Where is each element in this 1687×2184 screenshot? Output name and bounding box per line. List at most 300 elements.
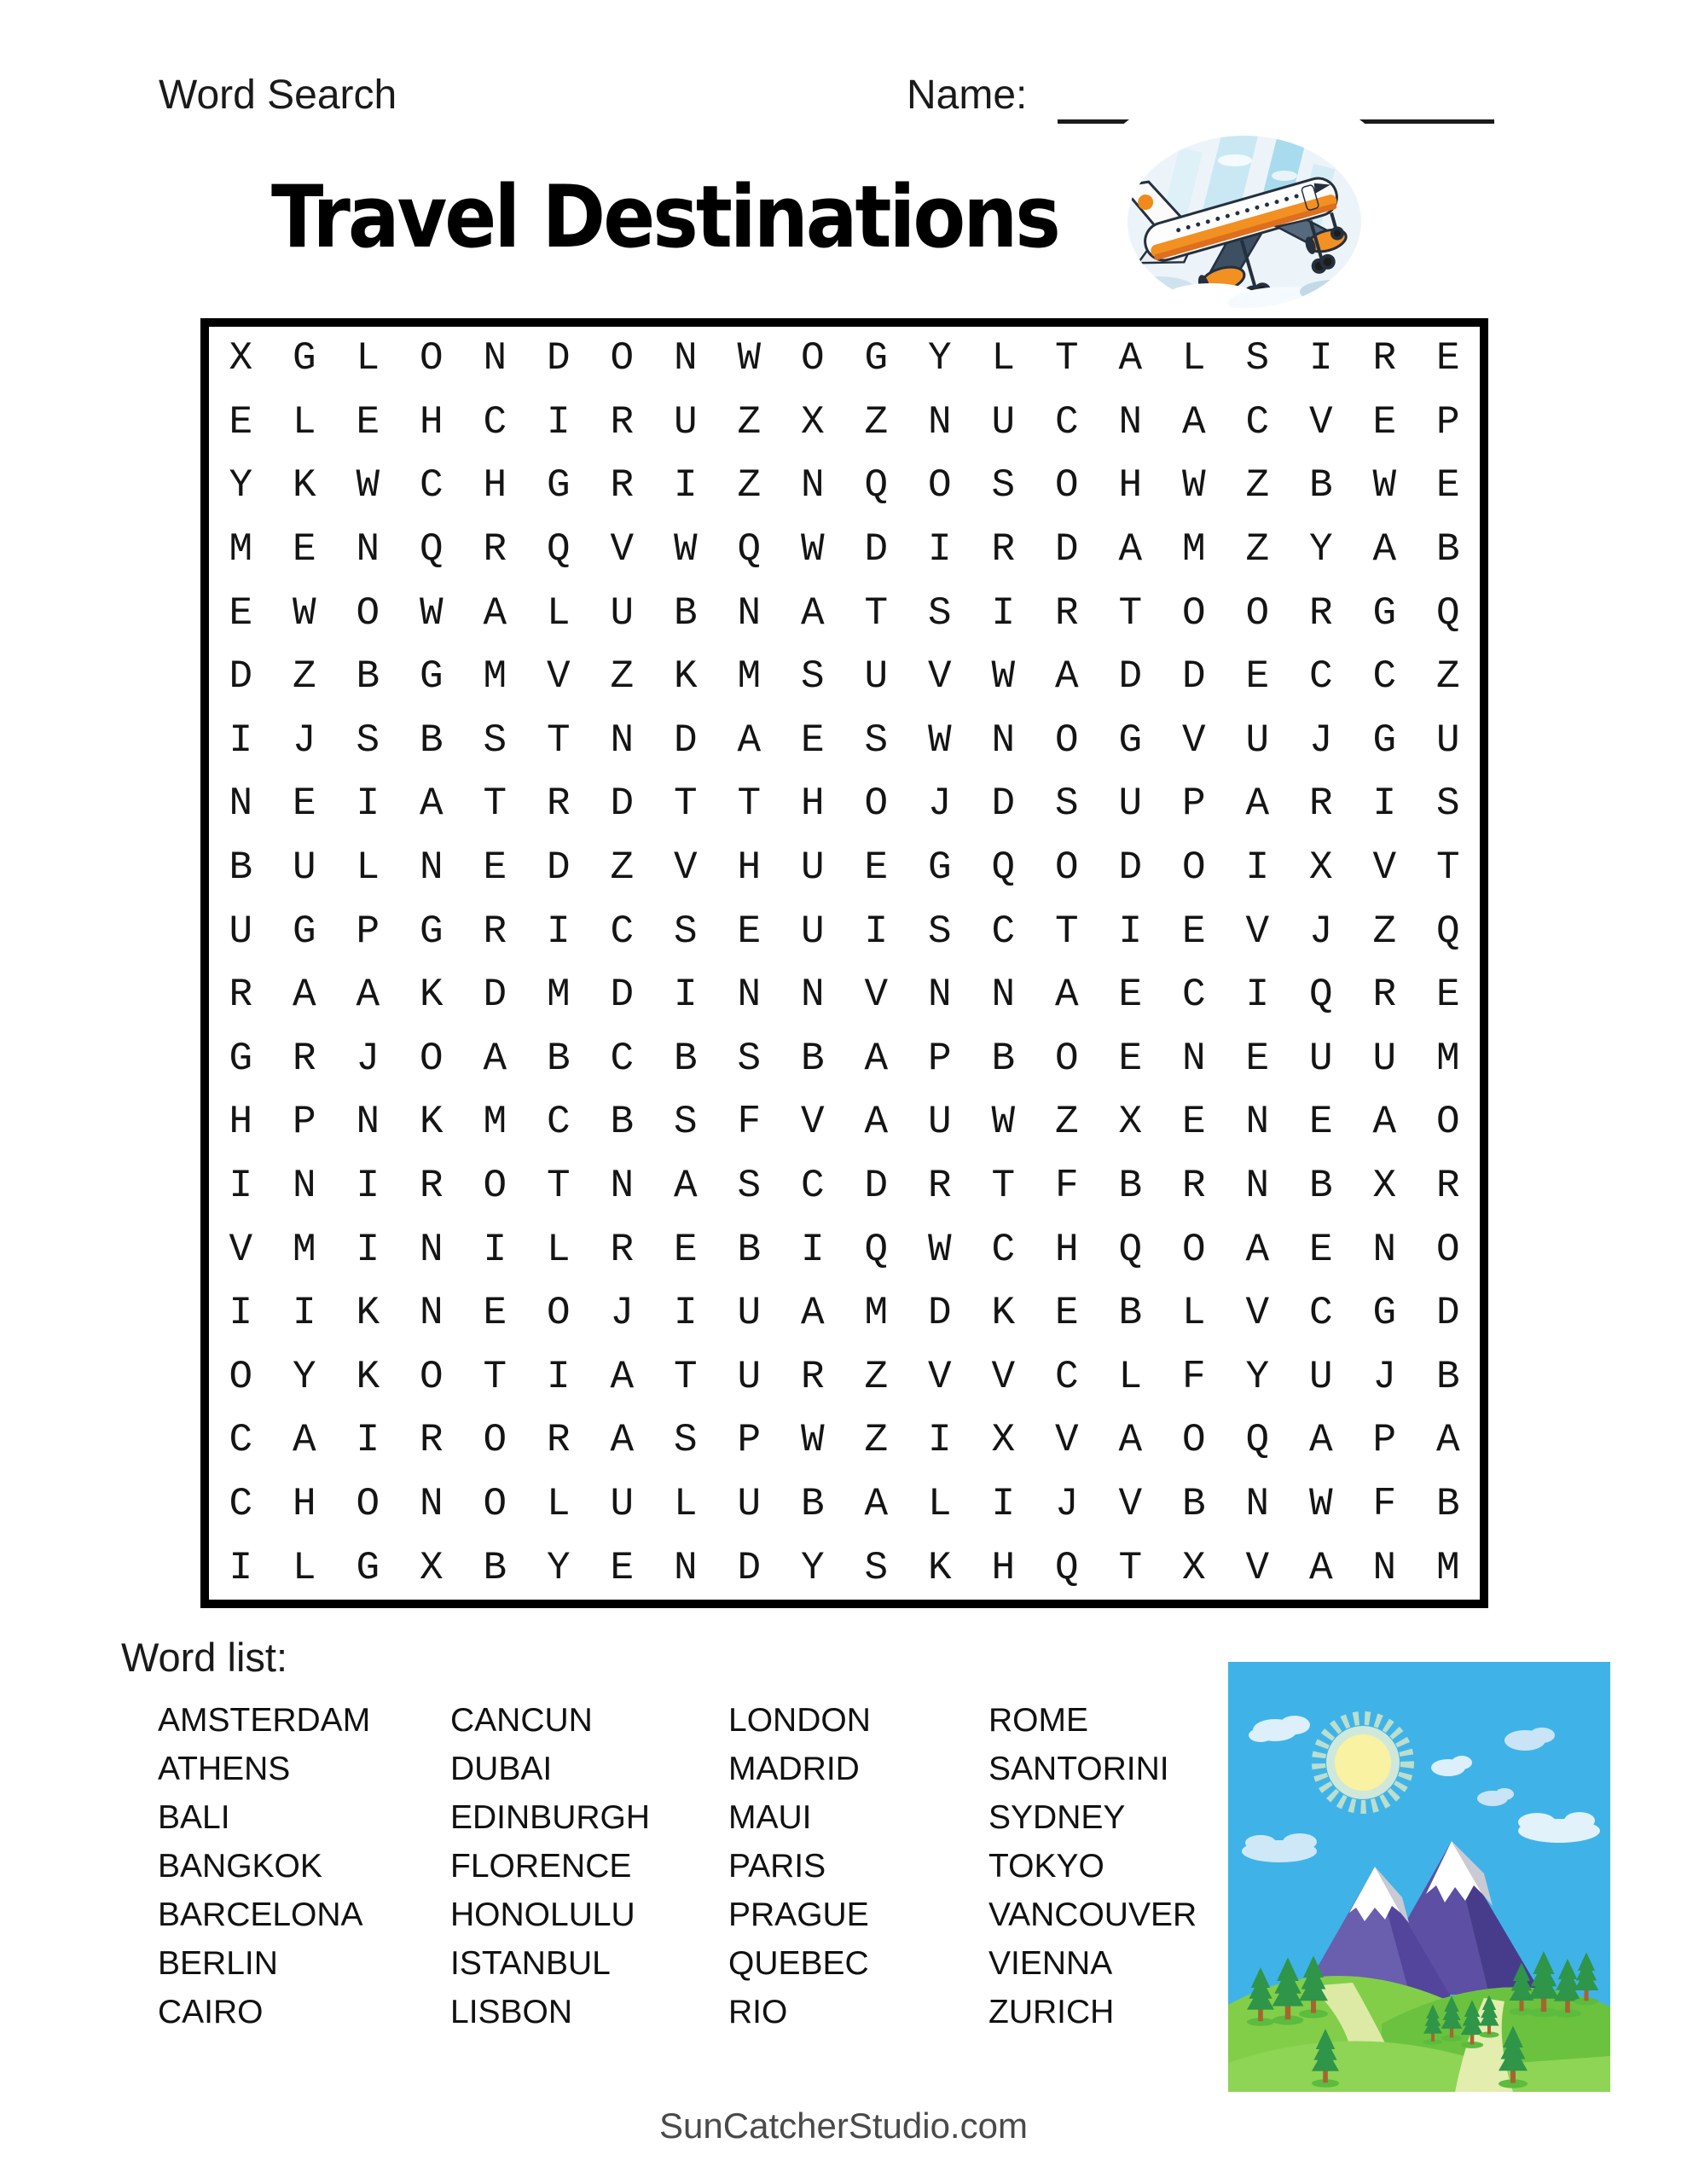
grid-letter: O xyxy=(610,336,635,381)
grid-letter: C xyxy=(991,909,1016,954)
grid-letter: L xyxy=(292,399,316,444)
grid-letter: H xyxy=(1118,463,1143,508)
grid-letter: C xyxy=(229,1482,253,1527)
grid-letter: G xyxy=(356,1545,380,1590)
word-item: CANCUN xyxy=(450,1701,593,1739)
grid-letter: E xyxy=(800,717,825,763)
grid-letter: I xyxy=(1118,909,1143,954)
grid-letter: O xyxy=(483,1164,507,1209)
grid-letter: A xyxy=(1118,336,1143,381)
grid-letter: A xyxy=(864,1036,889,1081)
grid-letter: V xyxy=(610,527,635,572)
grid-letter: A xyxy=(1245,1227,1270,1272)
grid-letter: W xyxy=(292,590,316,636)
grid-letter: O xyxy=(1435,1100,1460,1145)
grid-letter: Y xyxy=(800,1545,825,1590)
grid-letter: R xyxy=(1054,590,1079,636)
grid-letter: E xyxy=(1118,973,1143,1018)
grid-letter: E xyxy=(1181,909,1206,954)
grid-letter: U xyxy=(927,1100,952,1145)
grid-letter: S xyxy=(927,909,952,954)
grid-letter: L xyxy=(356,336,380,381)
grid-letter: V xyxy=(1181,717,1206,763)
grid-letter: R xyxy=(1308,781,1333,827)
grid-letter: Z xyxy=(292,654,316,700)
grid-letter: D xyxy=(546,845,571,891)
grid-letter: N xyxy=(229,781,253,827)
word-list-columns xyxy=(158,1696,1296,2036)
grid-letter: D xyxy=(1181,654,1206,700)
grid-letter: R xyxy=(292,1036,316,1081)
grid-letter: Q xyxy=(419,527,443,572)
grid-letter: X xyxy=(419,1545,443,1590)
grid-letter: Q xyxy=(864,463,889,508)
airplane-illustration xyxy=(1107,114,1382,329)
grid-letter: E xyxy=(1245,1036,1270,1081)
word-item: QUEBEC xyxy=(728,1944,869,1982)
grid-letter: Z xyxy=(1245,463,1270,508)
grid-letter: I xyxy=(483,1227,507,1272)
grid-letter: C xyxy=(483,399,507,444)
grid-letter: O xyxy=(1054,463,1079,508)
grid-letter: U xyxy=(610,1482,635,1527)
grid-letter: V xyxy=(1245,1291,1270,1336)
grid-letter: R xyxy=(991,527,1016,572)
grid-letter: L xyxy=(1181,336,1206,381)
grid-letter: B xyxy=(991,1036,1016,1081)
grid-letter: I xyxy=(229,717,253,763)
grid-letter: K xyxy=(356,1354,380,1399)
grid-letter: S xyxy=(991,463,1016,508)
grid-letter: W xyxy=(800,527,825,572)
word-item: VANCOUVER xyxy=(988,1896,1197,1933)
grid-letter: N xyxy=(356,1100,380,1145)
grid-letter: E xyxy=(737,909,762,954)
grid-letter: D xyxy=(927,1291,952,1336)
grid-letter: E xyxy=(1118,1036,1143,1081)
grid-letter: U xyxy=(737,1482,762,1527)
grid-letter: B xyxy=(1435,1482,1460,1527)
grid-letter: B xyxy=(1308,1164,1333,1209)
grid-letter: O xyxy=(800,336,825,381)
grid-letter: O xyxy=(419,1354,443,1399)
grid-letter: N xyxy=(673,1545,698,1590)
grid-letter: A xyxy=(1181,399,1206,444)
grid-letter: P xyxy=(292,1100,316,1145)
grid-letter: C xyxy=(1245,399,1270,444)
grid-letter: G xyxy=(546,463,571,508)
grid-letter: R xyxy=(927,1164,952,1209)
grid-letter: P xyxy=(356,909,380,954)
grid-letter: A xyxy=(1372,527,1397,572)
grid-letter: U xyxy=(1308,1036,1333,1081)
grid-letter: B xyxy=(356,654,380,700)
grid-letter: W xyxy=(1308,1482,1333,1527)
grid-letter: R xyxy=(419,1164,443,1209)
grid-letter: A xyxy=(673,1164,698,1209)
word-item: CAIRO xyxy=(158,1993,264,2030)
grid-letter: N xyxy=(356,527,380,572)
grid-letter: N xyxy=(991,717,1016,763)
grid-letter: E xyxy=(1372,399,1397,444)
grid-letter: C xyxy=(1054,399,1079,444)
grid-letter: B xyxy=(1181,1482,1206,1527)
grid-letter: O xyxy=(1181,845,1206,891)
grid-letter: O xyxy=(419,336,443,381)
grid-letter: I xyxy=(229,1291,253,1336)
grid-letter: O xyxy=(864,781,889,827)
grid-letter: I xyxy=(1308,336,1333,381)
word-item: ISTANBUL xyxy=(450,1944,611,1982)
grid-letter: Q xyxy=(1308,973,1333,1018)
grid-letter: D xyxy=(737,1545,762,1590)
grid-letter: E xyxy=(1435,973,1460,1018)
grid-letter: U xyxy=(737,1291,762,1336)
grid-letter: M xyxy=(546,973,571,1018)
grid-letter: T xyxy=(546,1164,571,1209)
grid-letter: Z xyxy=(610,845,635,891)
word-item: SYDNEY xyxy=(988,1798,1126,1836)
grid-letter: K xyxy=(356,1291,380,1336)
grid-letter: G xyxy=(1118,717,1143,763)
grid-letter: N xyxy=(673,336,698,381)
grid-letter: R xyxy=(483,909,507,954)
grid-letter: T xyxy=(1118,1545,1143,1590)
grid-letter: V xyxy=(1118,1482,1143,1527)
grid-letter: C xyxy=(1054,1354,1079,1399)
grid-letter: R xyxy=(483,527,507,572)
grid-letter: K xyxy=(419,1100,443,1145)
grid-letter: W xyxy=(800,1418,825,1463)
grid-letter: M xyxy=(1181,527,1206,572)
grid-letter: N xyxy=(1372,1545,1397,1590)
grid-letter: I xyxy=(1372,781,1397,827)
grid-letter: I xyxy=(673,1291,698,1336)
grid-letter: O xyxy=(419,1036,443,1081)
grid-letter: A xyxy=(610,1418,635,1463)
grid-letter: V xyxy=(1308,399,1333,444)
grid-letter: D xyxy=(673,717,698,763)
grid-letter: B xyxy=(1118,1164,1143,1209)
grid-letter: X xyxy=(991,1418,1016,1463)
grid-letter: C xyxy=(610,1036,635,1081)
grid-letter: O xyxy=(1245,590,1270,636)
grid-letter: I xyxy=(356,1164,380,1209)
grid-letter: U xyxy=(1435,717,1460,763)
grid-letter: O xyxy=(356,1482,380,1527)
grid-letter: A xyxy=(483,590,507,636)
grid-letter: S xyxy=(864,717,889,763)
grid-letter: B xyxy=(1435,1354,1460,1399)
grid-letter: P xyxy=(737,1418,762,1463)
grid-letter: N xyxy=(1372,1227,1397,1272)
grid-letter: E xyxy=(610,1545,635,1590)
grid-letter: A xyxy=(1308,1545,1333,1590)
grid-letter: N xyxy=(1245,1100,1270,1145)
grid-letter: B xyxy=(673,590,698,636)
grid-letter: S xyxy=(673,909,698,954)
grid-letter: A xyxy=(1245,781,1270,827)
grid-letter: X xyxy=(1118,1100,1143,1145)
grid-letter: H xyxy=(419,399,443,444)
grid-letter: U xyxy=(800,909,825,954)
grid-letter: A xyxy=(1118,1418,1143,1463)
grid-letter: I xyxy=(673,463,698,508)
grid-letter: F xyxy=(1181,1354,1206,1399)
grid-letter: L xyxy=(356,845,380,891)
grid-letter: N xyxy=(737,973,762,1018)
grid-letter: E xyxy=(483,845,507,891)
word-item: ATHENS xyxy=(158,1750,291,1787)
word-item: RIO xyxy=(728,1993,788,2030)
grid-letter: S xyxy=(673,1100,698,1145)
grid-letter: V xyxy=(800,1100,825,1145)
grid-letter: U xyxy=(737,1354,762,1399)
grid-letter: I xyxy=(229,1164,253,1209)
grid-letter: N xyxy=(483,336,507,381)
word-item: PRAGUE xyxy=(728,1896,869,1933)
grid-letter: W xyxy=(419,590,443,636)
word-item: SANTORINI xyxy=(988,1750,1169,1787)
grid-letter: H xyxy=(292,1482,316,1527)
grid-letter: E xyxy=(1054,1291,1079,1336)
grid-letter: Z xyxy=(864,1354,889,1399)
grid-letter: Q xyxy=(991,845,1016,891)
grid-letter: L xyxy=(673,1482,698,1527)
grid-letter: I xyxy=(991,590,1016,636)
grid-letter: A xyxy=(610,1354,635,1399)
grid-letter: R xyxy=(546,1418,571,1463)
grid-letter: B xyxy=(737,1227,762,1272)
word-item: EDINBURGH xyxy=(450,1798,651,1836)
word-list-label: Word list: xyxy=(121,1635,287,1680)
grid-letter: A xyxy=(1118,527,1143,572)
grid-letter: O xyxy=(546,1291,571,1336)
grid-letter: V xyxy=(927,654,952,700)
grid-letter: J xyxy=(1054,1482,1079,1527)
grid-letter: R xyxy=(1181,1164,1206,1209)
word-item: ROME xyxy=(988,1701,1088,1739)
grid-letter: M xyxy=(292,1227,316,1272)
grid-letter: S xyxy=(737,1036,762,1081)
grid-letter: N xyxy=(737,590,762,636)
grid-letter: E xyxy=(864,845,889,891)
word-item: MAUI xyxy=(728,1798,812,1836)
grid-letter: A xyxy=(419,781,443,827)
grid-letter: M xyxy=(483,654,507,700)
grid-letter: L xyxy=(546,1482,571,1527)
grid-letter: Y xyxy=(1245,1354,1270,1399)
grid-letter: E xyxy=(229,590,253,636)
grid-letter: E xyxy=(673,1227,698,1272)
grid-letter: Z xyxy=(610,654,635,700)
grid-letter: W xyxy=(1372,463,1397,508)
grid-letter: T xyxy=(673,781,698,827)
grid-letter: A xyxy=(1308,1418,1333,1463)
grid-letter: M xyxy=(1435,1036,1460,1081)
word-item: VIENNA xyxy=(988,1944,1113,1982)
grid-letter: U xyxy=(292,845,316,891)
grid-letter: E xyxy=(292,781,316,827)
grid-letter: H xyxy=(229,1100,253,1145)
grid-letter: N xyxy=(419,845,443,891)
grid-letter: Q xyxy=(1054,1545,1079,1590)
grid-letter: T xyxy=(1054,909,1079,954)
grid-letter: X xyxy=(800,399,825,444)
grid-letter: V xyxy=(546,654,571,700)
grid-letter: A xyxy=(356,973,380,1018)
grid-letter: N xyxy=(800,973,825,1018)
grid-letter: R xyxy=(1435,1164,1460,1209)
grid-letter: Q xyxy=(737,527,762,572)
grid-letter: U xyxy=(1372,1036,1397,1081)
grid-letter: N xyxy=(1245,1482,1270,1527)
grid-letter: V xyxy=(991,1354,1016,1399)
grid-letter: U xyxy=(610,590,635,636)
grid-letter: J xyxy=(1308,717,1333,763)
grid-letter: A xyxy=(800,590,825,636)
grid-letter: I xyxy=(1245,845,1270,891)
grid-letter: F xyxy=(737,1100,762,1145)
word-item: LISBON xyxy=(450,1993,573,2030)
grid-letter: D xyxy=(546,336,571,381)
grid-letter: N xyxy=(1181,1036,1206,1081)
grid-letter: Z xyxy=(864,1418,889,1463)
grid-letter: T xyxy=(1118,590,1143,636)
grid-letter: C xyxy=(1372,654,1397,700)
grid-letter: Y xyxy=(292,1354,316,1399)
landscape-illustration xyxy=(1228,1662,1610,2092)
grid-letter: V xyxy=(1054,1418,1079,1463)
grid-letter: A xyxy=(864,1482,889,1527)
grid-letter: S xyxy=(1245,336,1270,381)
grid-letter: A xyxy=(483,1036,507,1081)
grid-letter: D xyxy=(864,1164,889,1209)
grid-letter: C xyxy=(229,1418,253,1463)
grid-letter: Q xyxy=(1118,1227,1143,1272)
grid-letter: T xyxy=(483,1354,507,1399)
grid-letter: K xyxy=(419,973,443,1018)
grid-letter: G xyxy=(1372,590,1397,636)
grid-letter: L xyxy=(292,1545,316,1590)
grid-letter: Q xyxy=(1435,590,1460,636)
grid-letter: Z xyxy=(1245,527,1270,572)
grid-letter: I xyxy=(229,1545,253,1590)
grid-letter: A xyxy=(292,973,316,1018)
grid-letter: C xyxy=(800,1164,825,1209)
grid-letter: D xyxy=(610,781,635,827)
grid-letter: V xyxy=(1372,845,1397,891)
grid-letter: R xyxy=(800,1354,825,1399)
grid-letter: E xyxy=(1308,1100,1333,1145)
puzzle-title: Travel Destinations xyxy=(271,167,1058,268)
grid-letter: M xyxy=(864,1291,889,1336)
grid-letter: N xyxy=(610,1164,635,1209)
word-item: ZURICH xyxy=(988,1993,1115,2030)
grid-letter: J xyxy=(927,781,952,827)
grid-letter: E xyxy=(1435,463,1460,508)
grid-letter: O xyxy=(927,463,952,508)
grid-letter: M xyxy=(737,654,762,700)
grid-letter: N xyxy=(927,973,952,1018)
grid-letter: Q xyxy=(864,1227,889,1272)
grid-letter: W xyxy=(356,463,380,508)
grid-letter: Z xyxy=(1372,909,1397,954)
grid-letter: U xyxy=(991,399,1016,444)
word-item: BARCELONA xyxy=(158,1896,363,1933)
grid-letter: G xyxy=(927,845,952,891)
grid-letter: C xyxy=(1308,1291,1333,1336)
page-header-label: Word Search xyxy=(159,73,397,118)
letter-grid xyxy=(200,318,1488,1608)
grid-letter: W xyxy=(927,717,952,763)
grid-letter: T xyxy=(673,1354,698,1399)
grid-letter: O xyxy=(229,1354,253,1399)
word-item: PARIS xyxy=(728,1847,826,1885)
grid-letter: D xyxy=(1118,654,1143,700)
grid-letter: O xyxy=(1181,1227,1206,1272)
grid-letter: W xyxy=(991,654,1016,700)
grid-letter: G xyxy=(1372,1291,1397,1336)
grid-letter: J xyxy=(1308,909,1333,954)
grid-letter: W xyxy=(737,336,762,381)
word-list-column xyxy=(158,1696,450,2036)
grid-letter: E xyxy=(1245,654,1270,700)
grid-letter: P xyxy=(1181,781,1206,827)
grid-letter: P xyxy=(1372,1418,1397,1463)
grid-letter: H xyxy=(483,463,507,508)
grid-letter: I xyxy=(927,1418,952,1463)
grid-letter: Q xyxy=(1435,909,1460,954)
grid-letter: K xyxy=(927,1545,952,1590)
grid-letter: B xyxy=(800,1036,825,1081)
grid-letter: T xyxy=(1435,845,1460,891)
word-item: DUBAI xyxy=(450,1750,553,1787)
grid-letter: S xyxy=(1054,781,1079,827)
grid-letter: B xyxy=(229,845,253,891)
grid-letter: Z xyxy=(864,399,889,444)
grid-letter: I xyxy=(546,1354,571,1399)
grid-letter: L xyxy=(927,1482,952,1527)
grid-letter: R xyxy=(419,1418,443,1463)
grid-letter: C xyxy=(546,1100,571,1145)
grid-letter: T xyxy=(1054,336,1079,381)
grid-letter: F xyxy=(1372,1482,1397,1527)
grid-letter: B xyxy=(800,1482,825,1527)
grid-letter: Y xyxy=(1308,527,1333,572)
grid-letter: U xyxy=(1245,717,1270,763)
grid-letter: G xyxy=(864,336,889,381)
grid-letter: O xyxy=(1181,1418,1206,1463)
grid-letter: K xyxy=(673,654,698,700)
grid-letter: B xyxy=(483,1545,507,1590)
word-item: TOKYO xyxy=(988,1847,1104,1885)
grid-letter: O xyxy=(483,1482,507,1527)
grid-letter: D xyxy=(864,527,889,572)
grid-letter: R xyxy=(1308,590,1333,636)
grid-letter: A xyxy=(737,717,762,763)
grid-letter: A xyxy=(1372,1100,1397,1145)
grid-letter: H xyxy=(991,1545,1016,1590)
grid-letter: L xyxy=(1181,1291,1206,1336)
grid-letter: S xyxy=(1435,781,1460,827)
grid-letter: N xyxy=(927,399,952,444)
grid-letter: A xyxy=(1435,1418,1460,1463)
grid-letter: R xyxy=(1372,336,1397,381)
grid-letter: N xyxy=(1118,399,1143,444)
grid-letter: L xyxy=(1118,1354,1143,1399)
grid-letter: V xyxy=(1245,1545,1270,1590)
